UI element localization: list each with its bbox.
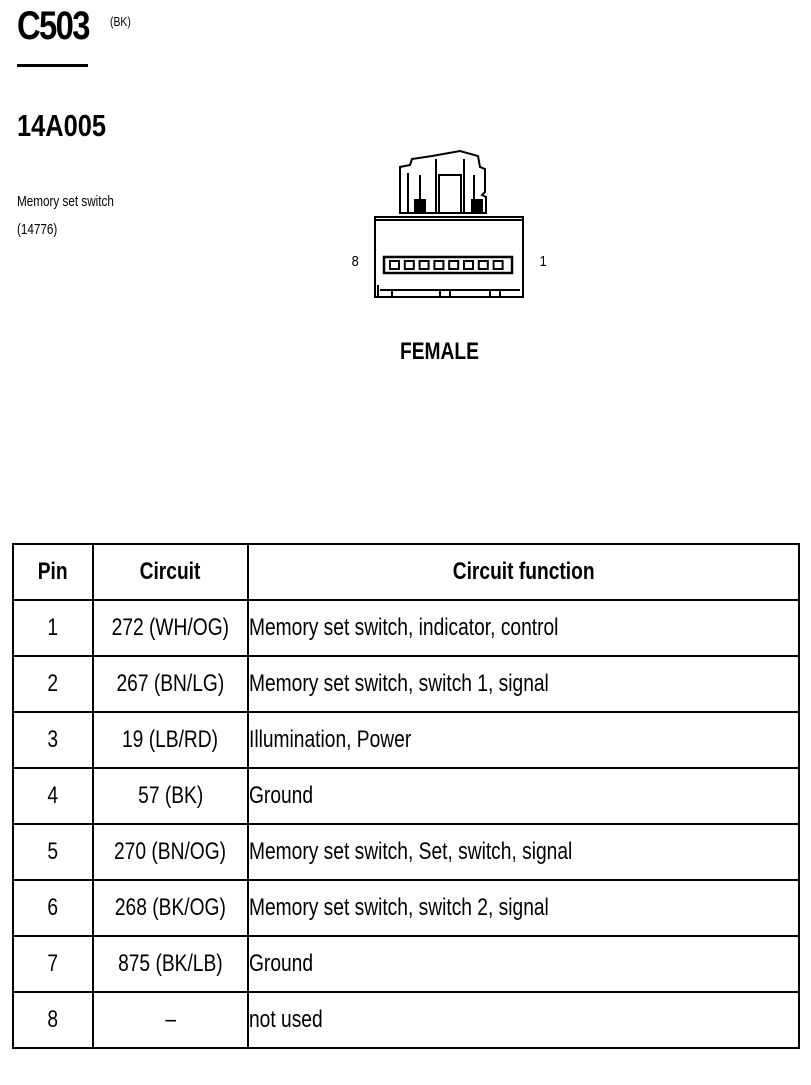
pinout-table (12, 543, 800, 1049)
pin-cell: 3 (13, 712, 93, 768)
table-row (13, 712, 799, 768)
pin-cell: 4 (13, 768, 93, 824)
connector-cavities (390, 261, 503, 269)
connector-cavity (464, 261, 473, 269)
pin-cell: 2 (13, 656, 93, 712)
circuit-function-cell: Memory set switch, indicator, control (248, 600, 799, 656)
part-number: 14A005 (17, 108, 107, 143)
part-description-name: Memory set switch (17, 193, 114, 210)
circuit-cell: – (93, 992, 248, 1048)
connector-cavity (479, 261, 488, 269)
connector-cavity (390, 261, 399, 269)
connector-cavity (434, 261, 443, 269)
table-row (13, 768, 799, 824)
connector-pin-label-left: 8 (351, 253, 359, 270)
connector-cavity (405, 261, 414, 269)
table-row (13, 936, 799, 992)
pin-cell: 5 (13, 824, 93, 880)
circuit-cell: 272 (WH/OG) (93, 600, 248, 656)
circuit-function-cell: Memory set switch, Set, switch, signal (248, 824, 799, 880)
table-row (13, 656, 799, 712)
circuit-cell: 57 (BK) (93, 768, 248, 824)
circuit-function-cell: Ground (248, 936, 799, 992)
table-row (13, 600, 799, 656)
circuit-cell: 270 (BN/OG) (93, 824, 248, 880)
table-row (13, 880, 799, 936)
header-circuit: Circuit (93, 544, 248, 600)
circuit-cell: 267 (BN/LG) (93, 656, 248, 712)
connector-pin-label-right: 1 (539, 253, 547, 270)
circuit-function-cell: Ground (248, 768, 799, 824)
connector-cavity (420, 261, 429, 269)
pin-cell: 6 (13, 880, 93, 936)
circuit-function-cell: Illumination, Power (248, 712, 799, 768)
table-row (13, 824, 799, 880)
circuit-function-cell: not used (248, 992, 799, 1048)
connector-color: (BK) (110, 14, 131, 29)
pinout-header-row (13, 544, 799, 600)
connector-gender-label: FEMALE (400, 338, 479, 365)
header-pin: Pin (13, 544, 93, 600)
part-description-code: (14776) (17, 221, 58, 238)
pin-cell: 1 (13, 600, 93, 656)
circuit-function-cell: Memory set switch, switch 2, signal (248, 880, 799, 936)
connector-id-underline (17, 64, 88, 67)
circuit-cell: 268 (BK/OG) (93, 880, 248, 936)
connector-id: C503 (17, 4, 89, 48)
connector-cavity (449, 261, 458, 269)
circuit-function-cell: Memory set switch, switch 1, signal (248, 656, 799, 712)
pin-cell: 7 (13, 936, 93, 992)
part-description (17, 188, 114, 244)
pin-cell: 8 (13, 992, 93, 1048)
header-circuit-function: Circuit function (248, 544, 799, 600)
circuit-cell: 19 (LB/RD) (93, 712, 248, 768)
connector-face-drawing (340, 145, 570, 310)
table-row (13, 992, 799, 1048)
connector-cavity (494, 261, 503, 269)
circuit-cell: 875 (BK/LB) (93, 936, 248, 992)
